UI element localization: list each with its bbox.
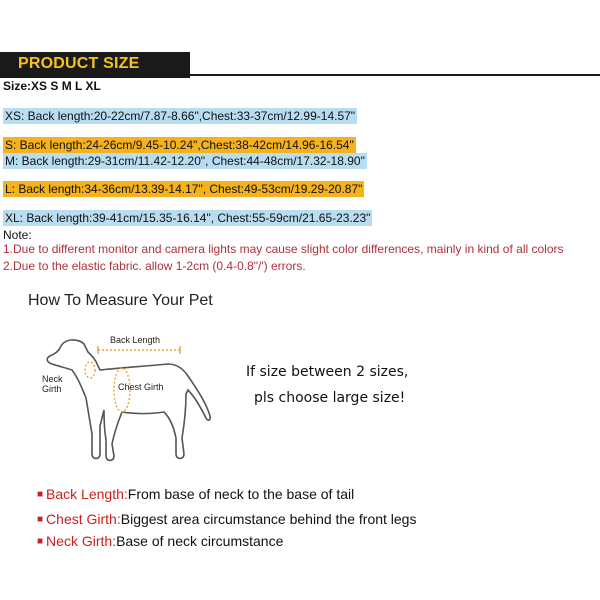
size-row-s: S: Back length:24-26cm/9.45-10.24",Chest:38-42cm/14.96-16.54"	[5, 138, 354, 152]
banner-title: PRODUCT SIZE	[18, 55, 140, 72]
legend-label: Neck Girth:	[46, 533, 117, 549]
note-line-2: 2.Due to the elastic fabric. allow 1-2cm (0.4-0.8"/') errors.	[3, 259, 306, 273]
bullet-icon: ■	[37, 514, 44, 525]
size-row-m: M: Back length:29-31cm/11.42-12.20", Chest:44-48cm/17.32-18.90"	[5, 154, 365, 168]
bullet-icon: ■	[37, 489, 44, 500]
girth-label: Girth	[42, 384, 62, 394]
bullet-icon: ■	[37, 536, 44, 547]
size-row-xs: XS: Back length:20-22cm/7.87-8.66",Chest:33-37cm/12.99-14.57"	[5, 109, 356, 123]
size-hint-line-2: pls choose large size!	[254, 390, 406, 406]
legend-desc: From base of neck to the base of tail	[127, 486, 355, 502]
legend-back-length	[37, 486, 354, 502]
note-label: Note:	[3, 228, 32, 242]
size-list: Size:XS S M L XL	[3, 79, 101, 93]
dog-measure-diagram	[38, 330, 228, 470]
size-row-xl: XL: Back length:39-41cm/15.35-16.14", Chest:55-59cm/21.65-23.23"	[5, 211, 371, 225]
legend-desc: Base of neck circumstance	[116, 533, 284, 549]
legend-label: Chest Girth:	[46, 511, 121, 527]
chest-girth-label: Chest Girth	[118, 382, 164, 392]
back-length-label: Back Length	[110, 335, 161, 345]
legend-neck-girth	[37, 533, 283, 549]
size-row-l: L: Back length:34-36cm/13.39-14.17", Chest:49-53cm/19.29-20.87"	[5, 182, 363, 196]
product-size-banner	[0, 52, 600, 78]
banner-underline	[190, 74, 600, 76]
neck-label: Neck	[42, 374, 63, 384]
legend-label: Back Length:	[46, 486, 128, 502]
note-line-1: 1.Due to different monitor and camera lights may cause slight color differences, mainly in kind of all colors	[3, 242, 564, 256]
size-hint-line-1: If size between 2 sizes,	[246, 364, 409, 380]
legend-desc: Biggest area circumstance behind the front legs	[120, 511, 417, 527]
legend-chest-girth	[37, 511, 416, 527]
dog-silhouette	[47, 340, 210, 461]
measure-title: How To Measure Your Pet	[28, 292, 213, 309]
